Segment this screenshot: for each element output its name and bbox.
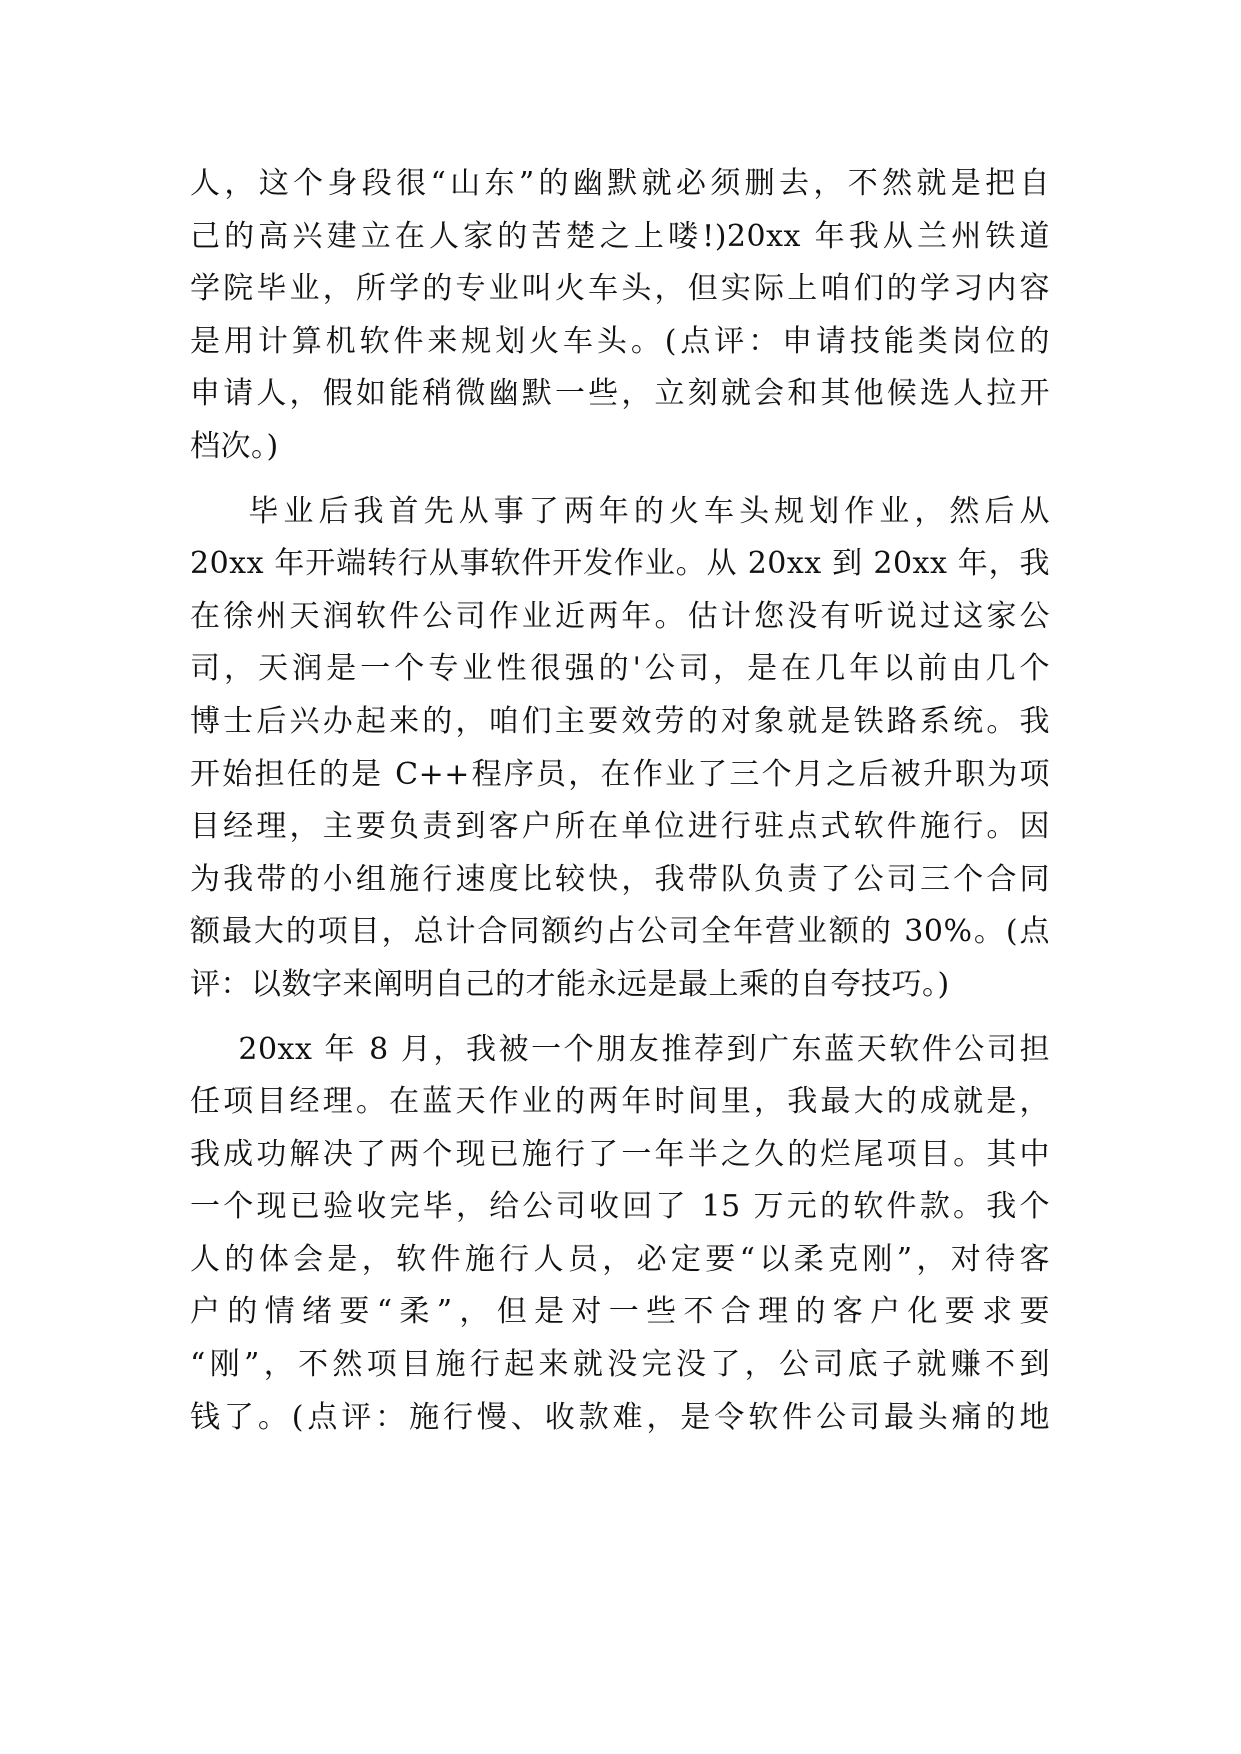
text-line: 博士后兴办起来的，咱们主要效劳的对象就是铁路系统。我 bbox=[190, 703, 1050, 739]
text-line: 评：以数字来阐明自己的才能永远是最上乘的自夸技巧。) bbox=[190, 966, 950, 1002]
text-line: 钱了。(点评：施行慢、收款难，是令软件公司最头痛的地 bbox=[190, 1399, 1050, 1435]
document-body bbox=[190, 158, 1050, 1444]
paragraph-3 bbox=[190, 1024, 1050, 1445]
text-line: 毕业后我首先从事了两年的火车头规划作业，然后从 bbox=[190, 493, 1050, 529]
text-line: 在徐州天润软件公司作业近两年。估计您没有听说过这家公 bbox=[190, 598, 1050, 634]
text-line: 户的情绪要“柔”，但是对一些不合理的客户化要求要 bbox=[190, 1294, 1050, 1330]
text-line: 为我带的小组施行速度比较快，我带队负责了公司三个合同 bbox=[190, 861, 1050, 897]
text-line: 申请人，假如能稍微幽默一些，立刻就会和其他候选人拉开 bbox=[190, 376, 1050, 412]
text-line: 任项目经理。在蓝天作业的两年时间里，我最大的成就是， bbox=[190, 1084, 1050, 1120]
text-line: 20xx 年开端转行从事软件开发作业。从 20xx 到 20xx 年，我 bbox=[190, 546, 1050, 582]
text-line: 档次。) bbox=[190, 428, 279, 464]
paragraph-spacer bbox=[190, 474, 1050, 486]
text-line: 己的高兴建立在人家的苦楚之上喽!)20xx 年我从兰州铁道 bbox=[190, 218, 1050, 254]
text-line: 开始担任的是 C++程序员，在作业了三个月之后被升职为项 bbox=[190, 756, 1050, 792]
text-line: 是用计算机软件来规划火车头。(点评：申请技能类岗位的 bbox=[190, 323, 1050, 359]
text-line: 司，天润是一个专业性很强的'公司，是在几年以前由几个 bbox=[190, 651, 1050, 687]
text-line: 人，这个身段很“山东”的幽默就必须删去，不然就是把自 bbox=[190, 166, 1050, 201]
text-line: 额最大的项目，总计合同额约占公司全年营业额的 30%。(点 bbox=[190, 914, 1050, 950]
text-line: 20xx 年 8 月，我被一个朋友推荐到广东蓝天软件公司担 bbox=[190, 1031, 1050, 1067]
paragraph-1 bbox=[190, 158, 1050, 474]
text-line: 我成功解决了两个现已施行了一年半之久的烂尾项目。其中 bbox=[190, 1136, 1050, 1172]
paragraph-spacer bbox=[190, 1012, 1050, 1024]
text-line: 人的体会是，软件施行人员，必定要“以柔克刚”，对待客 bbox=[190, 1241, 1050, 1277]
text-line: 目经理，主要负责到客户所在单位进行驻点式软件施行。因 bbox=[190, 809, 1050, 845]
paragraph-2 bbox=[190, 486, 1050, 1012]
text-line: 学院毕业，所学的专业叫火车头，但实际上咱们的学习内容 bbox=[190, 271, 1050, 307]
text-line: 一个现已验收完毕，给公司收回了 15 万元的软件款。我个 bbox=[190, 1189, 1050, 1225]
text-line: “刚”，不然项目施行起来就没完没了，公司底子就赚不到 bbox=[190, 1347, 1050, 1383]
